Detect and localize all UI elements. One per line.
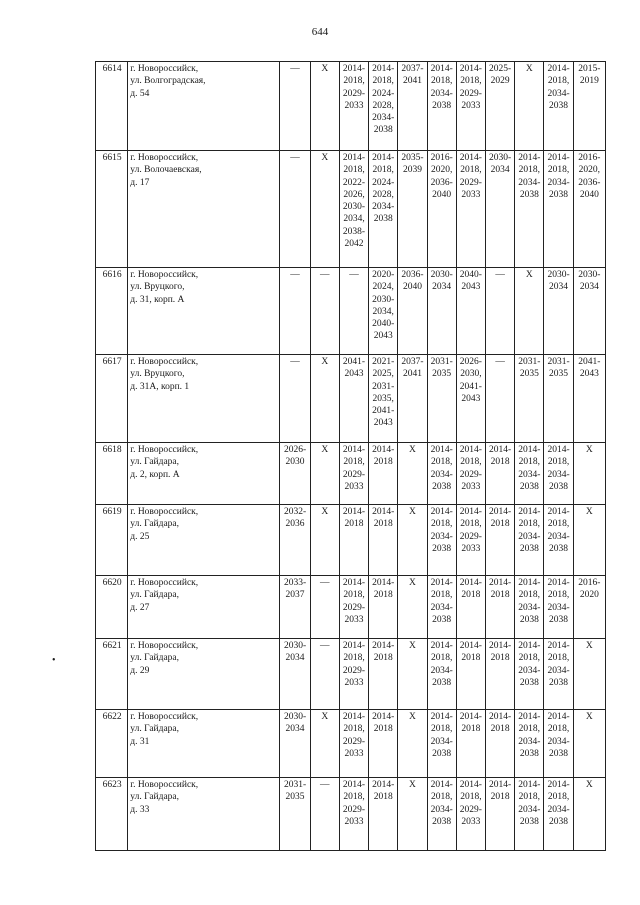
period-cell: 2014- 2018, 2034- 2038 xyxy=(544,778,573,851)
period-cell: 2026- 2030 xyxy=(280,443,310,505)
period-cell: 2014- 2018, 2034- 2038 xyxy=(427,62,456,151)
table-row xyxy=(96,268,606,355)
period-cell: 2014- 2018, 2034- 2038 xyxy=(427,443,456,505)
table-row xyxy=(96,639,606,710)
table-row xyxy=(96,576,606,639)
period-cell: — xyxy=(280,151,310,268)
period-cell: 2014- 2018, 2029- 2033 xyxy=(339,576,368,639)
period-cell: 2014- 2018, 2034- 2038 xyxy=(515,778,544,851)
period-cell: 2014- 2018 xyxy=(485,505,514,576)
period-cell: 2030- 2034 xyxy=(485,151,514,268)
period-cell: X xyxy=(310,710,339,778)
period-cell: 2014- 2018 xyxy=(369,710,398,778)
period-cell: 2014- 2018 xyxy=(485,443,514,505)
period-cell: 2030- 2034 xyxy=(280,710,310,778)
period-cell: 2014- 2018 xyxy=(485,710,514,778)
address-cell: г. Новороссийск, ул. Гайдара, д. 2, корп. А xyxy=(128,443,280,505)
period-cell: 2030- 2034 xyxy=(573,268,605,355)
period-cell: X xyxy=(310,443,339,505)
period-cell: 2014- 2018, 2034- 2038 xyxy=(515,443,544,505)
row-number: 6620 xyxy=(96,576,128,639)
period-cell: 2014- 2018, 2024- 2028, 2034- 2038 xyxy=(369,151,398,268)
address-cell: г. Новороссийск, ул. Гайдара, д. 31 xyxy=(128,710,280,778)
row-number: 6622 xyxy=(96,710,128,778)
period-cell: — xyxy=(280,268,310,355)
row-number: 6619 xyxy=(96,505,128,576)
period-cell: X xyxy=(310,62,339,151)
period-cell: 2015- 2019 xyxy=(573,62,605,151)
period-cell: 2032- 2036 xyxy=(280,505,310,576)
period-cell: 2014- 2018 xyxy=(485,778,514,851)
address-cell: г. Новороссийск, ул. Гайдара, д. 25 xyxy=(128,505,280,576)
period-cell: 2014- 2018, 2029- 2033 xyxy=(339,62,368,151)
period-cell: 2014- 2018, 2034- 2038 xyxy=(427,639,456,710)
period-cell: 2031- 2035 xyxy=(427,355,456,443)
period-cell: 2014- 2018 xyxy=(485,639,514,710)
address-cell: г. Новороссийск, ул. Вруцкого, д. 31, корп. А xyxy=(128,268,280,355)
period-cell: — xyxy=(339,268,368,355)
period-cell: 2014- 2018 xyxy=(369,778,398,851)
period-cell: X xyxy=(573,639,605,710)
period-cell: 2014- 2018 xyxy=(369,505,398,576)
period-cell: 2014- 2018 xyxy=(369,639,398,710)
row-number: 6614 xyxy=(96,62,128,151)
period-cell: 2014- 2018, 2034- 2038 xyxy=(544,639,573,710)
table-row xyxy=(96,151,606,268)
period-cell: 2041- 2043 xyxy=(573,355,605,443)
period-cell: X xyxy=(573,710,605,778)
period-cell: 2014- 2018, 2034- 2038 xyxy=(515,505,544,576)
period-cell: — xyxy=(280,62,310,151)
period-cell: 2030- 2034 xyxy=(544,268,573,355)
period-cell: X xyxy=(573,778,605,851)
period-cell: 2035- 2039 xyxy=(398,151,427,268)
address-cell: г. Новороссийск, ул. Волгоградская, д. 54 xyxy=(128,62,280,151)
period-cell: X xyxy=(310,355,339,443)
period-cell: X xyxy=(398,639,427,710)
period-cell: 2014- 2018 xyxy=(369,576,398,639)
period-cell: 2014- 2018 xyxy=(456,710,485,778)
period-cell: 2016- 2020 xyxy=(573,576,605,639)
period-cell: X xyxy=(398,443,427,505)
period-cell: 2014- 2018, 2029- 2033 xyxy=(339,710,368,778)
period-cell: 2040- 2043 xyxy=(456,268,485,355)
period-cell: X xyxy=(398,710,427,778)
period-cell: X xyxy=(515,268,544,355)
period-cell: 2014- 2018, 2034- 2038 xyxy=(544,443,573,505)
period-cell: 2014- 2018, 2029- 2033 xyxy=(339,778,368,851)
period-cell: X xyxy=(573,443,605,505)
address-cell: г. Новороссийск, ул. Гайдара, д. 33 xyxy=(128,778,280,851)
table-row xyxy=(96,778,606,851)
period-cell: 2014- 2018 xyxy=(456,639,485,710)
row-number: 6618 xyxy=(96,443,128,505)
period-cell: — xyxy=(310,268,339,355)
period-cell: 2031- 2035 xyxy=(280,778,310,851)
period-cell: 2014- 2018, 2034- 2038 xyxy=(427,505,456,576)
period-cell: 2014- 2018, 2034- 2038 xyxy=(515,710,544,778)
period-cell: X xyxy=(573,505,605,576)
period-cell: 2030- 2034 xyxy=(427,268,456,355)
period-cell: 2014- 2018, 2034- 2038 xyxy=(515,151,544,268)
row-number: 6615 xyxy=(96,151,128,268)
address-cell: г. Новороссийск, ул. Гайдара, д. 29 xyxy=(128,639,280,710)
row-number: 6617 xyxy=(96,355,128,443)
period-cell: 2014- 2018, 2034- 2038 xyxy=(515,576,544,639)
period-cell: 2014- 2018, 2034- 2038 xyxy=(427,778,456,851)
row-number: 6621 xyxy=(96,639,128,710)
table-row xyxy=(96,710,606,778)
period-cell: 2014- 2018, 2034- 2038 xyxy=(427,576,456,639)
period-cell: 2014- 2018 xyxy=(456,576,485,639)
address-cell: г. Новороссийск, ул. Волочаевская, д. 17 xyxy=(128,151,280,268)
period-cell: 2041- 2043 xyxy=(339,355,368,443)
period-cell: 2037- 2041 xyxy=(398,355,427,443)
period-cell: 2037- 2041 xyxy=(398,62,427,151)
period-cell: 2033- 2037 xyxy=(280,576,310,639)
period-cell: — xyxy=(310,576,339,639)
period-cell: 2036- 2040 xyxy=(398,268,427,355)
period-cell: — xyxy=(485,268,514,355)
period-cell: X xyxy=(515,62,544,151)
period-cell: 2014- 2018 xyxy=(369,443,398,505)
period-cell: 2014- 2018, 2029- 2033 xyxy=(456,151,485,268)
period-cell: — xyxy=(310,639,339,710)
stray-mark: • xyxy=(52,655,56,666)
period-cell: 2014- 2018, 2029- 2033 xyxy=(456,443,485,505)
period-cell: 2025- 2029 xyxy=(485,62,514,151)
period-cell: 2016- 2020, 2036- 2040 xyxy=(573,151,605,268)
period-cell: 2014- 2018, 2034- 2038 xyxy=(544,710,573,778)
period-cell: 2014- 2018, 2029- 2033 xyxy=(456,778,485,851)
period-cell: 2014- 2018, 2034- 2038 xyxy=(544,505,573,576)
row-number: 6616 xyxy=(96,268,128,355)
period-cell: 2014- 2018, 2034- 2038 xyxy=(515,639,544,710)
period-cell: 2014- 2018, 2034- 2038 xyxy=(544,151,573,268)
period-cell: X xyxy=(310,151,339,268)
address-cell: г. Новороссийск, ул. Вруцкого, д. 31А, корп. 1 xyxy=(128,355,280,443)
period-cell: 2031- 2035 xyxy=(544,355,573,443)
period-cell: 2030- 2034 xyxy=(280,639,310,710)
address-cell: г. Новороссийск, ул. Гайдара, д. 27 xyxy=(128,576,280,639)
table-row xyxy=(96,443,606,505)
period-cell: 2014- 2018, 2029- 2033 xyxy=(456,505,485,576)
period-cell: 2021- 2025, 2031- 2035, 2041- 2043 xyxy=(369,355,398,443)
table-row xyxy=(96,62,606,151)
period-cell: 2014- 2018, 2034- 2038 xyxy=(544,62,573,151)
period-cell: 2031- 2035 xyxy=(515,355,544,443)
period-cell: X xyxy=(398,576,427,639)
period-cell: 2014- 2018, 2029- 2033 xyxy=(456,62,485,151)
period-cell: 2014- 2018, 2022- 2026, 2030- 2034, 2038- 2042 xyxy=(339,151,368,268)
table-row xyxy=(96,355,606,443)
period-cell: X xyxy=(398,505,427,576)
period-cell: 2020- 2024, 2030- 2034, 2040- 2043 xyxy=(369,268,398,355)
row-number: 6623 xyxy=(96,778,128,851)
period-cell: 2014- 2018, 2034- 2038 xyxy=(427,710,456,778)
period-cell: — xyxy=(310,778,339,851)
period-cell: 2014- 2018, 2029- 2033 xyxy=(339,639,368,710)
period-cell: X xyxy=(398,778,427,851)
period-cell: 2026- 2030, 2041- 2043 xyxy=(456,355,485,443)
period-cell: 2014- 2018, 2034- 2038 xyxy=(544,576,573,639)
period-cell: 2016- 2020, 2036- 2040 xyxy=(427,151,456,268)
period-cell: — xyxy=(280,355,310,443)
period-cell: 2014- 2018 xyxy=(339,505,368,576)
period-cell: 2014- 2018, 2029- 2033 xyxy=(339,443,368,505)
period-cell: 2014- 2018 xyxy=(485,576,514,639)
page-number: 644 xyxy=(311,26,329,38)
period-cell: X xyxy=(310,505,339,576)
period-cell: 2014- 2018, 2024- 2028, 2034- 2038 xyxy=(369,62,398,151)
table-row xyxy=(96,505,606,576)
schedule-table xyxy=(95,61,606,851)
period-cell: — xyxy=(485,355,514,443)
